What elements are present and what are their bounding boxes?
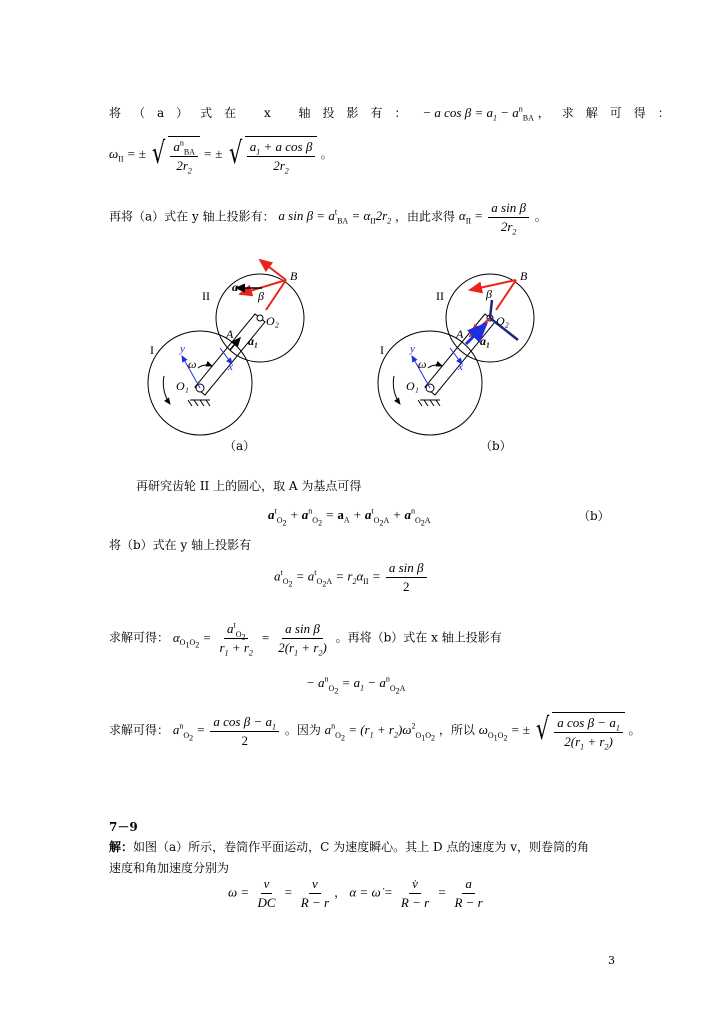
figures [140,248,600,458]
label-O2-b: O₂ [496,314,509,328]
label-omega-a: ω [188,357,197,371]
eq-y-b: $a^t_{O_2} = a^t_{O_2A} = r_2\alpha_{II}$ = $\frac{\text{a sin β}}{2}$ [274,560,429,595]
eq-b: $a^t_{O_2} + a^n_{O_2} = a_A + a^t_{O_2A} + a^n_{O_2A}$ [268,506,431,528]
eq-alpha-O1O2: $\alpha_{O_1O_2}$ = $\frac{a^t_{O_2}}{r_1 + r_2}$ = $\frac{\text{a sin β}}{2(r_1 + r_2)}$ [172,620,327,658]
para4: 将（b）式在 y 轴上投影有 [109,538,252,552]
eq-x-projection: − a $\cos \beta = a_1 - a^n_{BA}$ [422,104,534,123]
label-x-a: x [228,361,233,373]
support-b [418,400,440,406]
para2-lead: 再将（a）式在 y 轴上投影有： [109,209,275,224]
label-II-a: II [202,289,210,303]
omega-arc-a [198,365,212,368]
label-x-b: x [458,361,463,373]
label-O1-a: O₁ [176,379,189,393]
fig-b-caption: （b） [480,439,512,453]
label-I-a: I [150,343,154,357]
para2: 再将（a）式在 y 轴上投影有： a $\sin \beta = a^t_{BA} = \alpha_{II}2r_2$ ，由此求得 $\alpha_{II}$ = $\frac{\text{a sin β}}{2r_2}$ 。 [109,200,547,237]
page-number: 3 [608,954,615,967]
rotation-arc-a [163,376,170,404]
eq-an-O2: $a^n_{O_2}$ = $\frac{a \cos \beta - a_1}{2}$ [173,722,281,737]
figure-a [148,260,304,435]
para6-mid: 。因为 [284,722,321,737]
label-beta-b: β [486,287,492,301]
label-O1-b: O₁ [406,379,419,393]
label-beta-a: β [258,289,264,303]
para6-mid2: ，所以 [438,722,475,737]
label-B-a: B [290,269,298,283]
eq-b-tag: （b） [578,509,610,523]
label-y-b: y [410,343,415,355]
vector-b-red-1 [470,280,516,290]
para6: 求解可得： $a^n_{O_2}$ = $\frac{a \cos \beta - a_1}{2}$ 。因为 $a^n_{O_2} = (r_1 + r_2)\omega^2_{O_1O_2}$ ，所以 $\omega_{O_1O_2}$ = ± √ $\frac{a \cos \beta - a_1}{2(r_1 + r_2)}$ 。 [109,712,641,752]
eq-x-b: − $a^n_{O_2} = a_1 - a^n_{O_2A}$ [306,674,406,696]
para5 [109,621,502,656]
solution-text-1: 如图（a）所示，卷筒作平面运动，C 为速度瞬心。其上 D 点的速度为 v，则卷筒的角 [133,840,590,854]
section-title: 7－9 [109,820,138,834]
para2-mid: ，由此求得 [395,209,456,224]
label-II-b: II [436,289,444,303]
para1-lead: 将（a）式在 x 轴投影有： [109,106,419,120]
figure-b [378,269,534,435]
eq-omega-O1O2: $\omega_{O_1O_2}$ = ± √ $\frac{a \cos \beta - a_1}{2(r_1 + r_2)}$ [479,722,625,737]
eq-an-omega: $a^n_{O_2} = (r_1 + r_2)\omega^2_{O_1O_2}$ [324,721,436,743]
label-A-a: A [226,327,234,341]
label-a1-a: a₁ [248,334,259,348]
para5-tail: 。再将（b）式在 x 轴上投影有 [335,630,502,645]
label-I-b: I [380,343,384,357]
label-O2-a: O₂ [266,314,279,328]
solution-text-2: 速度和角加速度分别为 [109,861,230,875]
vector-a-red-1 [260,260,286,280]
eq-y-projection: a $\sin \beta = a^t_{BA} = \alpha_{II}2r_2$ [278,208,392,227]
label-a1-b: a₁ [480,334,491,348]
label-a-a: a [232,280,238,294]
para5-lead: 求解可得： [109,630,170,645]
pin-O2-a [257,315,263,321]
label-omega-b: ω [418,357,427,371]
para1 [109,104,682,121]
support-a [188,400,210,406]
solution-label: 解： [109,840,134,854]
label-B-b: B [520,269,528,283]
fig-a-caption: （a） [224,439,256,453]
omega-arc-b [428,365,442,368]
eq-omega-II: $\omega_{II}$ = ± √ $\frac{a^n_{BA}}{2r_2}$ = ± √ $\frac{a_1 + a \cos \beta}{2r_2}$ 。 [109,136,333,176]
eq-alpha-II: $\alpha_{II}$ = $\frac{\text{a sin β}}{2r_2}$ [459,208,531,223]
eq-omega-alpha: ω = $\frac{v}{DC}$ = $\frac{v}{R - r}$ ， α = ω̇ = $\frac{v̇}{R - r}$ = $\frac{a}{R - r}$ [228,876,483,910]
para1-tail: ，求解可得： [537,106,682,120]
solution-line-1 [109,838,589,855]
label-A-b: A [456,327,464,341]
rotation-arc-b [393,376,400,404]
para6-lead: 求解可得： [109,722,170,737]
para3: 再研究齿轮 II 上的圆心，取 A 为基点可得 [136,479,362,493]
label-y-a: y [180,343,185,355]
